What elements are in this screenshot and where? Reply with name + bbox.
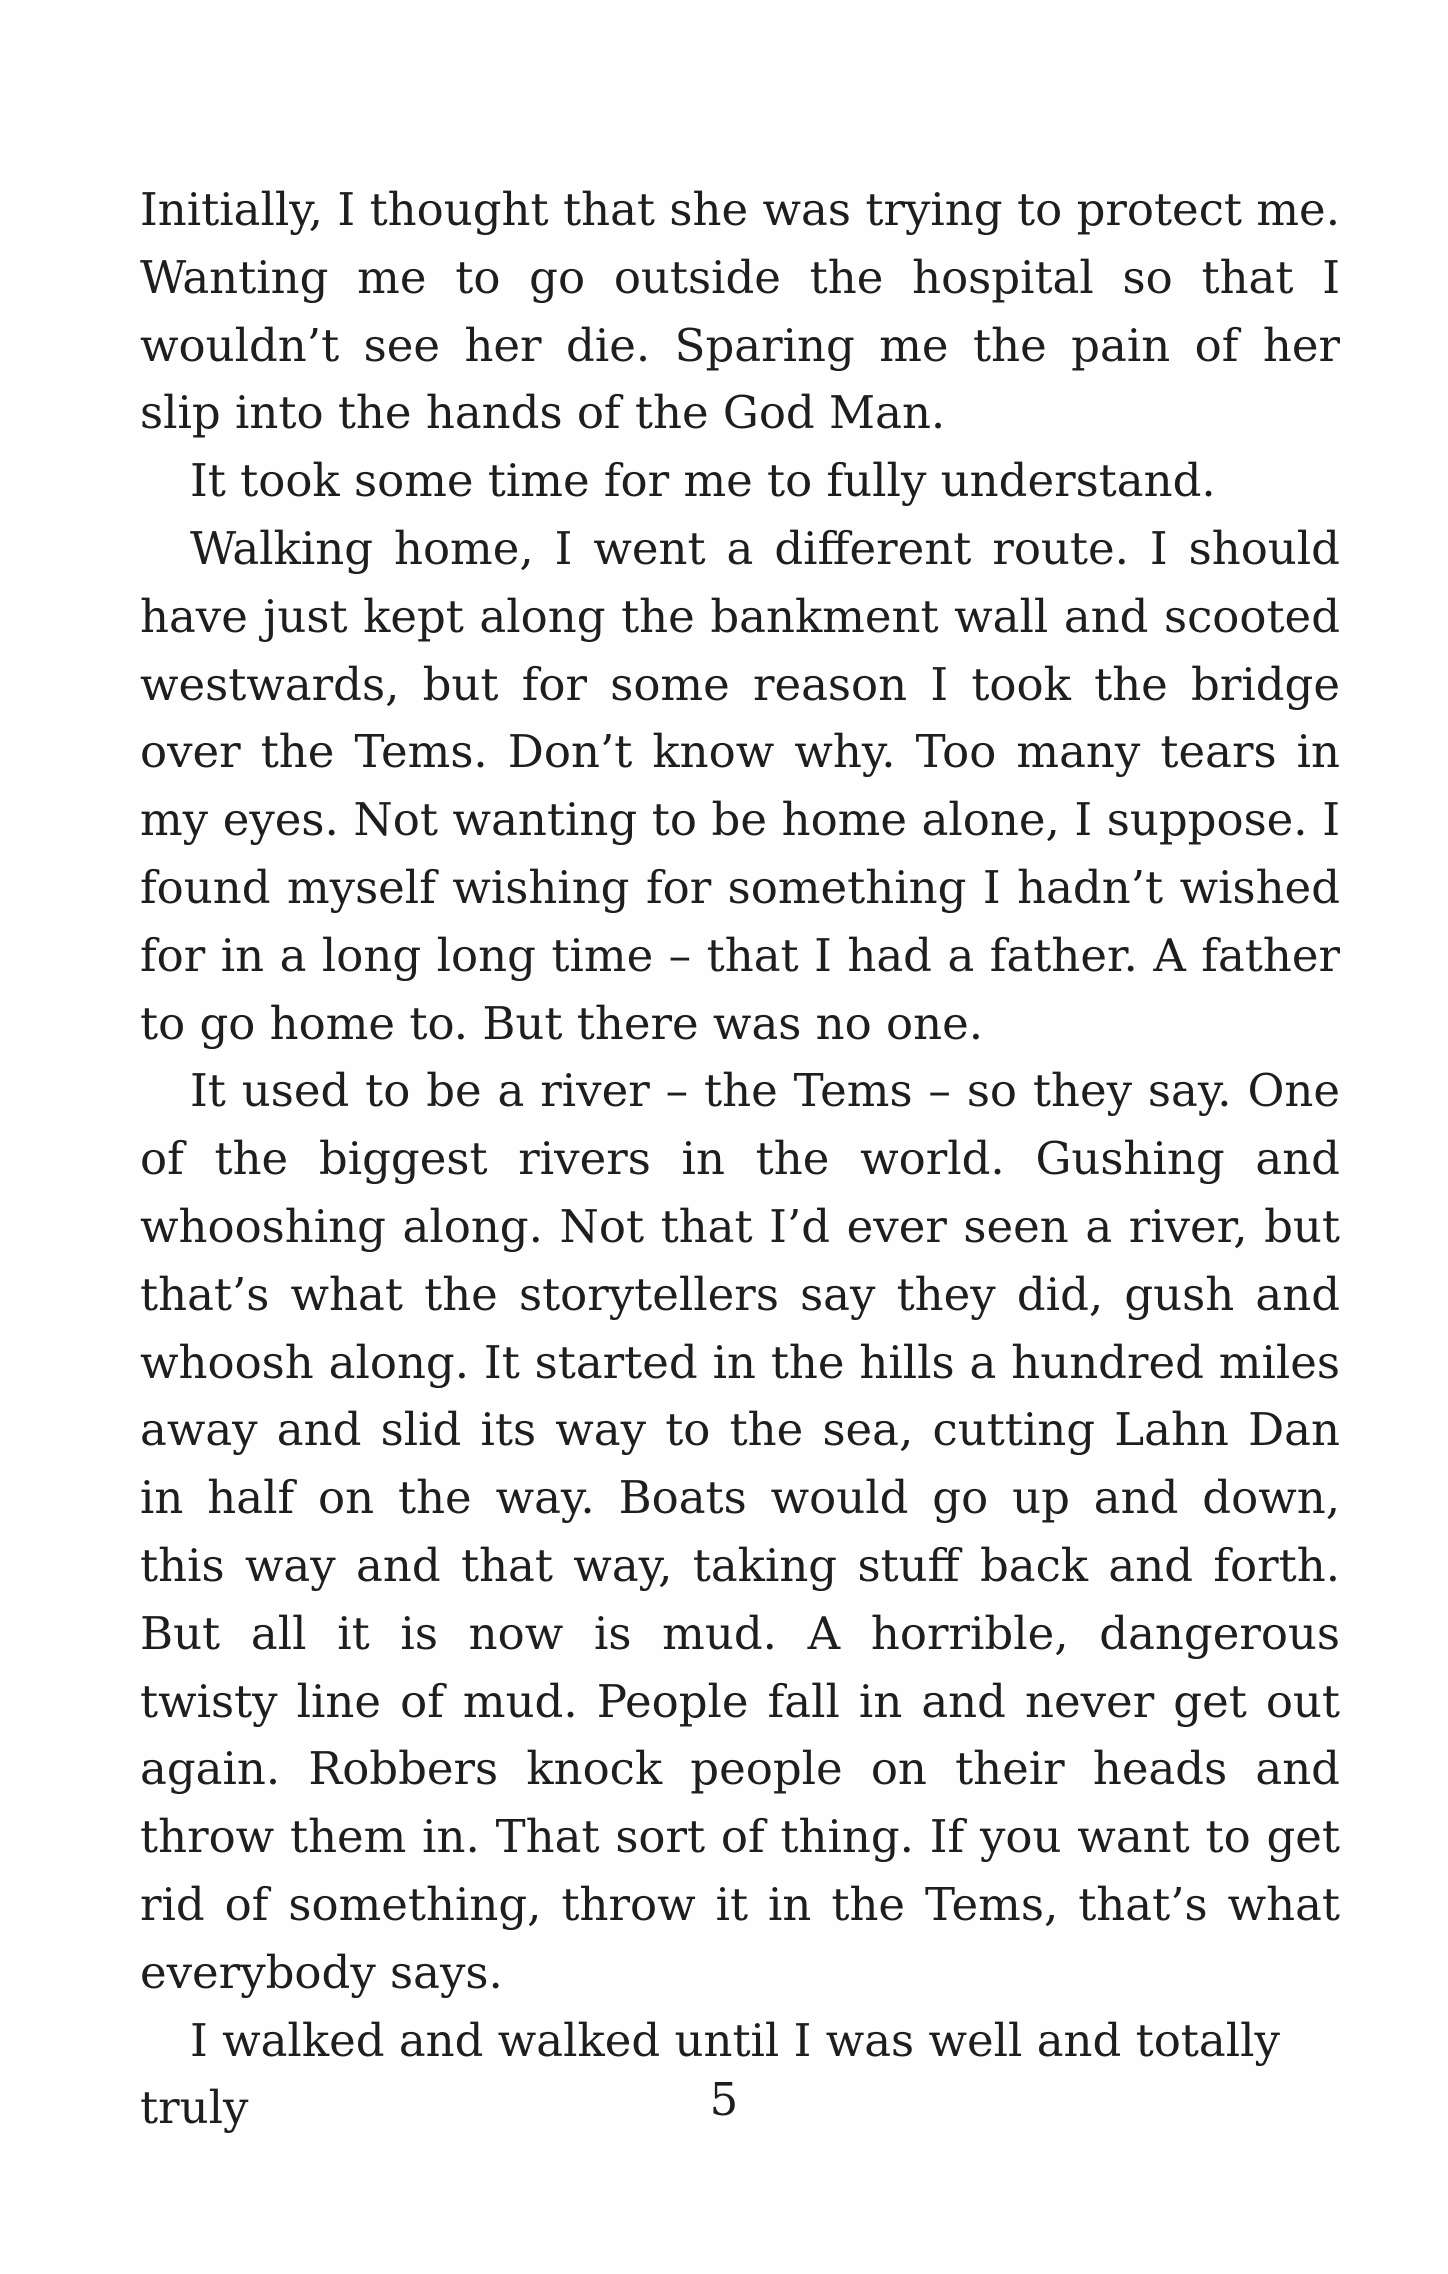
- page-body: [140, 176, 1340, 2142]
- paragraph-3: Walking home, I went a different route. I should have just kept along the bankment wall and scooted westwards, but for some reason I took the bridge over the Tems. Don’t know why. Too many tears in my eyes. Not wanting to be home alone, I suppose. I found myself wishing for something I hadn’t wished for in a long long time – that I had a father. A father to go home to. But there was no one.: [140, 521, 1340, 1050]
- paragraph-1: Initially, I thought that she was trying to protect me. Wanting me to go outside the hospital so that I wouldn’t see her die. Sparing me the pain of her slip into the hands of the God Man.: [140, 183, 1340, 440]
- page-number: 5: [709, 2073, 739, 2126]
- paragraph-2: It took some time for me to fully understand.: [190, 454, 1216, 508]
- paragraph-4: It used to be a river – the Tems – so they say. One of the biggest rivers in the world. Gushing and whooshing along. Not that I’d ever seen a river, but that’s what the storytellers say they did, gush and whoosh along. It started in the hills a hundred miles away and slid its way to the sea, cutting Lahn Dan in half on the way. Boats would go up and down, this way and that way, taking stuff back and forth. But all it is now is mud. A horrible, dangerous twisty line of mud. People fall in and never get out again. Robbers knock people on their heads and throw them in. That sort of thing. If you want to get rid of something, throw it in the Tems, that’s what everybody says.: [140, 1064, 1340, 1999]
- paragraph-5: I walked and walked until I was well and totally truly: [140, 2013, 1280, 2135]
